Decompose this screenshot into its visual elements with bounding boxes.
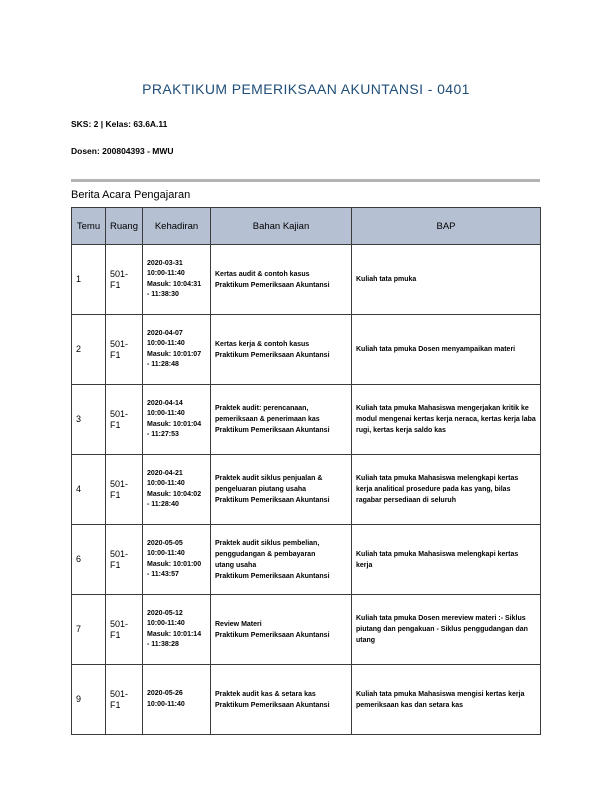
temu-cell: 2: [72, 315, 106, 385]
kehadiran-line: - 11:28:48: [147, 361, 179, 368]
teaching-record-table: [71, 207, 541, 735]
kehadiran-line: 10:00-11:40: [147, 480, 185, 487]
bahan-kajian-line: Praktikum Pemeriksaan Akuntansi: [215, 427, 330, 434]
bahan-kajian-line: Kertas audit & contoh kasus: [215, 270, 310, 278]
bahan-kajian-line: Praktek audit siklus pembelian,: [215, 539, 320, 547]
bahan-kajian-cell: [211, 245, 352, 315]
kehadiran-line: - 11:38:28: [147, 641, 179, 648]
bap-cell: [352, 665, 541, 735]
table-row: [72, 455, 541, 525]
temu-cell: 1: [72, 245, 106, 315]
kehadiran-line: Masuk: 10:04:02: [147, 490, 202, 498]
bap-cell: [352, 245, 541, 315]
kehadiran-line: 10:00-11:40: [147, 620, 185, 627]
kehadiran-line: - 11:38:30: [147, 291, 179, 298]
bahan-kajian-line: Praktek audit kas & setara kas: [215, 690, 316, 698]
header-temu: Temu: [72, 208, 106, 245]
bahan-kajian-line: pengeluaran piutang usaha: [215, 486, 307, 493]
document-title: PRAKTIKUM PEMERIKSAAN AKUNTANSI - 0401: [142, 81, 470, 97]
bahan-kajian-cell: [211, 665, 352, 735]
lecturer-info: Dosen: 200804393 - MWU: [71, 146, 174, 156]
table-row: [72, 525, 541, 595]
bap-cell: [352, 315, 541, 385]
bahan-kajian-line: utang usaha: [215, 561, 257, 569]
bahan-kajian-line: Praktikum Pemeriksaan Akuntansi: [215, 281, 330, 289]
header-ruang: Ruang: [106, 208, 143, 245]
kehadiran-line: Masuk: 10:01:04: [147, 420, 202, 428]
bap-cell: [352, 525, 541, 595]
kehadiran-line: 10:00-11:40: [147, 410, 185, 417]
kehadiran-cell: [143, 525, 211, 595]
bahan-kajian-line: Kertas kerja & contoh kasus: [215, 340, 310, 348]
bahan-kajian-line: Praktikum Pemeriksaan Akuntansi: [215, 351, 330, 359]
bahan-kajian-cell: [211, 315, 352, 385]
kehadiran-line: 10:00-11:40: [147, 270, 185, 277]
temu-cell: 9: [72, 665, 106, 735]
ruang-cell: 501-F1: [106, 665, 143, 735]
header-bahan-kajian: Bahan Kajian: [211, 208, 352, 245]
ruang-cell: 501-F1: [106, 315, 143, 385]
bahan-kajian-line: penggudangan & pembayaran: [215, 550, 316, 558]
kehadiran-line: Masuk: 10:04:31: [147, 280, 202, 288]
bap-cell: [352, 595, 541, 665]
table-row: [72, 245, 541, 315]
kehadiran-line: 10:00-11:40: [147, 700, 185, 708]
temu-cell: 4: [72, 455, 106, 525]
ruang-cell: 501-F1: [106, 455, 143, 525]
kehadiran-line: - 11:28:40: [147, 501, 179, 508]
kehadiran-cell: [143, 595, 211, 665]
sks-class-info: SKS: 2 | Kelas: 63.6A.11: [71, 119, 168, 129]
section-divider: [71, 179, 540, 182]
bap-cell: [352, 385, 541, 455]
bap-line: Kuliah tata pmuka Mahasiswa melengkapi kertas kerja: [356, 550, 519, 569]
kehadiran-cell: [143, 455, 211, 525]
kehadiran-line: - 11:43:57: [147, 571, 179, 578]
kehadiran-line: Masuk: 10:01:00: [147, 560, 202, 568]
kehadiran-cell: [143, 385, 211, 455]
kehadiran-line: Masuk: 10:01:07: [147, 350, 202, 358]
kehadiran-line: - 11:27:53: [147, 431, 179, 438]
table-row: [72, 595, 541, 665]
kehadiran-line: 10:00-11:40: [147, 550, 185, 557]
kehadiran-line: 10:00-11:40: [147, 340, 185, 347]
section-title: Berita Acara Pengajaran: [71, 189, 191, 201]
kehadiran-line: 2020-04-14: [147, 399, 183, 407]
bahan-kajian-cell: [211, 455, 352, 525]
table-row: [72, 665, 541, 735]
bap-line: Kuliah tata pmuka Dosen menyampaikan materi: [356, 346, 516, 353]
bahan-kajian-line: Praktikum Pemeriksaan Akuntansi: [215, 701, 330, 709]
temu-cell: 3: [72, 385, 106, 455]
kehadiran-cell: [143, 245, 211, 315]
temu-cell: 7: [72, 595, 106, 665]
kehadiran-cell: [143, 665, 211, 735]
bap-line: Kuliah tata pmuka Mahasiswa mengisi kertas kerja pemeriksaan kas dan setara kas: [356, 690, 525, 709]
bap-cell: [352, 455, 541, 525]
bap-line: Kuliah tata pmuka Mahasiswa melengkapi kertas kerja analitical prosedure pada kas yang, bilas ragabar persediaan di seluruh: [356, 475, 519, 504]
bahan-kajian-line: Praktek audit siklus penjualan &: [215, 475, 323, 482]
kehadiran-line: 2020-03-31: [147, 259, 183, 267]
kehadiran-line: 2020-04-07: [147, 329, 183, 337]
bahan-kajian-line: pemeriksaan & penerimaan kas: [215, 416, 320, 423]
bap-line: Kuliah tata pmuka Dosen mereview materi :- Siklus piutang dan pengakuan - Siklus penggudangan dan utang: [356, 615, 528, 644]
bahan-kajian-cell: [211, 385, 352, 455]
kehadiran-line: Masuk: 10:01:14: [147, 630, 202, 638]
bap-line: Kuliah tata pmuka Mahasiswa mengerjakan kritik ke modul mengenai kertas kerja neraca, kertas kerja laba rugi, kertas kerja saldo kas: [356, 405, 536, 434]
header-bap: BAP: [352, 208, 541, 245]
bahan-kajian-line: Praktikum Pemeriksaan Akuntansi: [215, 572, 330, 580]
ruang-cell: 501-F1: [106, 245, 143, 315]
kehadiran-line: 2020-05-26: [147, 690, 183, 697]
ruang-cell: 501-F1: [106, 385, 143, 455]
ruang-cell: 501-F1: [106, 595, 143, 665]
kehadiran-line: 2020-05-12: [147, 609, 183, 617]
bahan-kajian-cell: [211, 525, 352, 595]
bap-line: Kuliah tata pmuka: [356, 276, 417, 283]
bahan-kajian-line: Praktikum Pemeriksaan Akuntansi: [215, 631, 330, 639]
bahan-kajian-line: Praktikum Pemeriksaan Akuntansi: [215, 497, 330, 504]
table-row: [72, 385, 541, 455]
header-kehadiran: Kehadiran: [143, 208, 211, 245]
bahan-kajian-cell: [211, 595, 352, 665]
bahan-kajian-line: Praktek audit: perencanaan,: [215, 405, 309, 412]
kehadiran-cell: [143, 315, 211, 385]
kehadiran-line: 2020-04-21: [147, 469, 183, 477]
bahan-kajian-line: Review Materi: [215, 620, 262, 628]
table-body: [72, 245, 541, 735]
table-header-row: [72, 208, 541, 245]
ruang-cell: 501-F1: [106, 525, 143, 595]
temu-cell: 6: [72, 525, 106, 595]
table-row: [72, 315, 541, 385]
kehadiran-line: 2020-05-05: [147, 539, 183, 547]
